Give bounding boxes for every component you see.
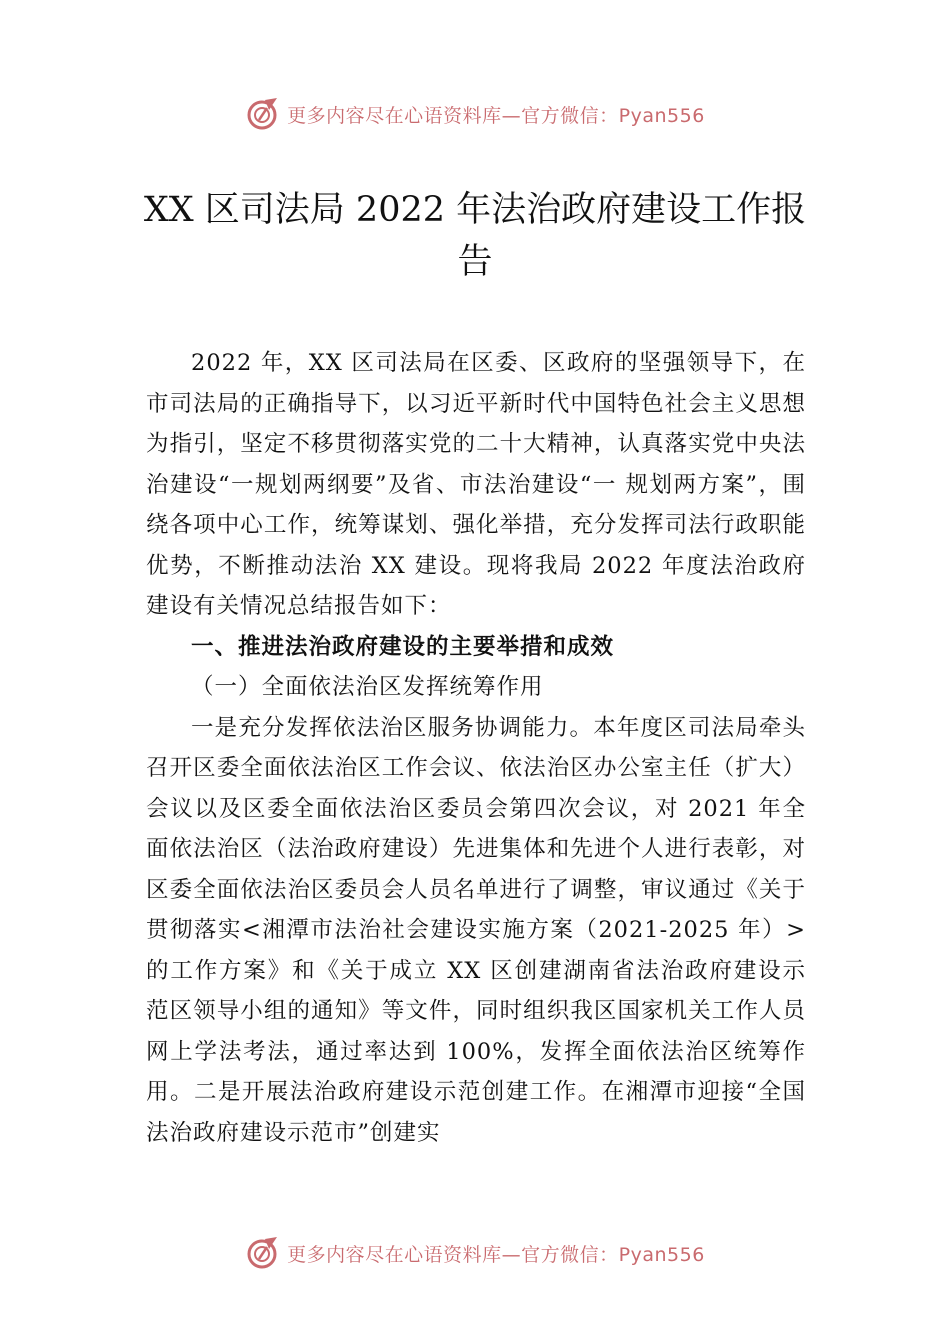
- pen-logo-icon: [245, 96, 281, 132]
- document-title: [120, 184, 830, 288]
- watermark-text: 更多内容尽在心语资料库—官方微信：Pyan556: [287, 104, 705, 127]
- subsection-heading-1: （一）全面依法治区发挥统筹作用: [191, 674, 544, 700]
- pen-logo-icon: [245, 1235, 281, 1271]
- subsection-1-paragraph: 一是充分发挥依法治区服务协调能力。本年度区司法局牵头召开区委全面依法治区工作会议、依法治区办公室主任（扩大）会议以及区委全面依法治区委员会第四次会议，对 2021 年全面依法治区（法治政府建设）先进集体和先进个人进行表彰，对区委全面依法治区委员会人员名单进行了调整，审议通过《关于贯彻落实<湘潭市法治社会建设实施方案（2021-2025 年）>的工作方案》和《关于成立 XX 区创建湖南省法治政府建设示范区领导小组的通知》等文件，同时组织我区国家机关工作人员网上学法考法，通过率达到 100%，发挥全面依法治区统筹作用。二是开展法治政府建设示范创建工作。在湘潭市迎接“全国法治政府建设示范市”创建实: [146, 714, 806, 1146]
- watermark-text: 更多内容尽在心语资料库—官方微信：Pyan556: [287, 1243, 705, 1266]
- watermark-header: [0, 96, 950, 132]
- document-body: [146, 343, 806, 1153]
- intro-paragraph: 2022 年，XX 区司法局在区委、区政府的坚强领导下，在市司法局的正确指导下，以习近平新时代中国特色社会主义思想为指引，坚定不移贯彻落实党的二十大精神，认真落实党中央法治建设“一规划两纲要”及省、市法治建设“一 规划两方案”，围绕各项中心工作，统筹谋划、强化举措，充分发挥司法行政职能优势，不断推动法治 XX 建设。现将我局 2022 年度法治政府建设有关情况总结报告如下：: [146, 350, 806, 619]
- watermark-footer: [0, 1235, 950, 1271]
- section-heading-1: 一、推进法治政府建设的主要举措和成效: [191, 633, 615, 660]
- title-line-1: XX 区司法局 2022 年法治政府建设工作报: [143, 190, 807, 230]
- title-line-2: 告: [457, 242, 493, 282]
